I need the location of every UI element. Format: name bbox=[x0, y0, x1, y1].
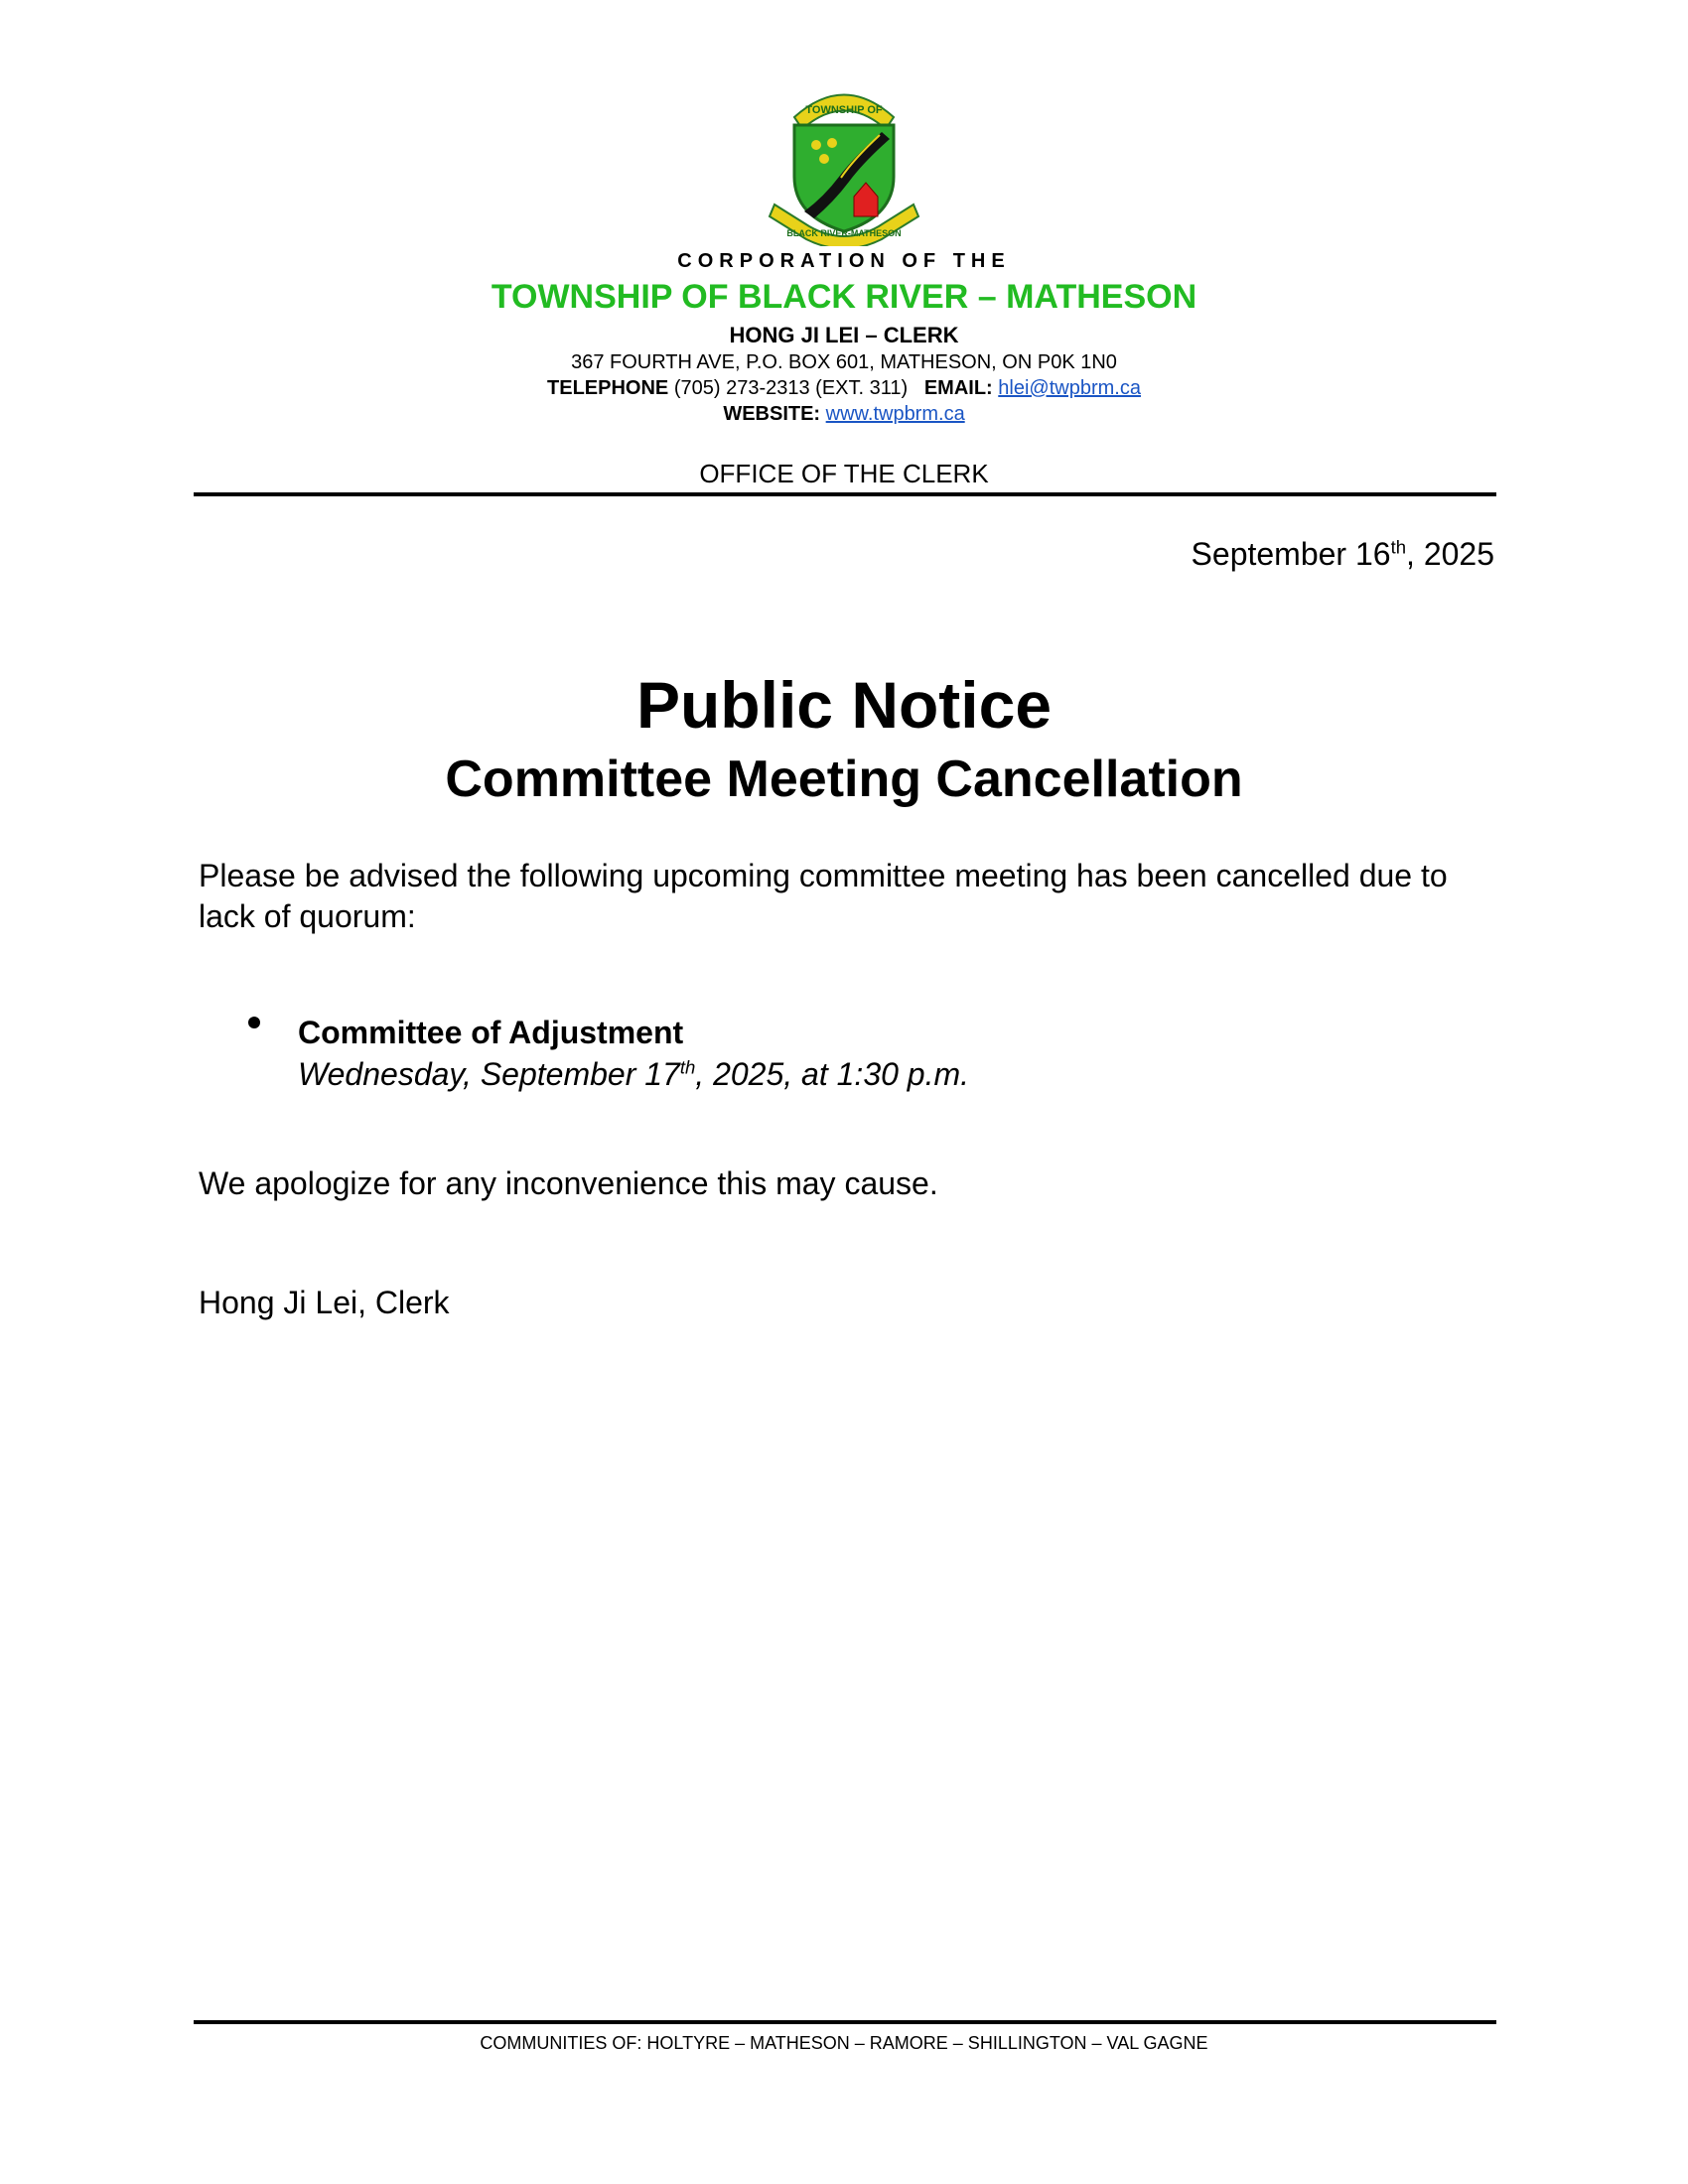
meeting-datetime bbox=[298, 1056, 969, 1093]
meeting-date-rest: , 2025, at 1:30 p.m. bbox=[695, 1056, 970, 1092]
website-line bbox=[0, 403, 1688, 426]
mailing-address: 367 FOURTH AVE, P.O. BOX 601, MATHESON, ON P0K 1N0 bbox=[571, 351, 1117, 373]
date-month-day: September 16 bbox=[1191, 536, 1391, 572]
header-divider bbox=[194, 492, 1496, 496]
apology-paragraph: We apologize for any inconvenience this may cause. bbox=[199, 1165, 938, 1201]
footer-communities: COMMUNITIES OF: HOLTYRE – MATHESON – RAMORE – SHILLINGTON – VAL GAGNE bbox=[480, 2033, 1208, 2053]
meeting-date-prefix: Wednesday, September 17 bbox=[298, 1056, 680, 1092]
intro-paragraph: Please be advised the following upcoming committee meeting has been cancelled due to lack of quorum: bbox=[199, 858, 1448, 934]
email-link[interactable]: hlei@twpbrm.ca bbox=[998, 377, 1141, 399]
website-link[interactable]: www.twpbrm.ca bbox=[825, 403, 965, 425]
notice-subtitle: Committee Meeting Cancellation bbox=[445, 751, 1243, 808]
meeting-name: Committee of Adjustment bbox=[298, 1015, 684, 1050]
township-crest-logo bbox=[755, 77, 933, 246]
footer-divider bbox=[194, 2020, 1496, 2024]
notice-title: Public Notice bbox=[635, 668, 1053, 742]
meeting-date-suffix: th bbox=[679, 1056, 696, 1078]
email-label: EMAIL: bbox=[923, 377, 993, 399]
bullet-icon bbox=[248, 1017, 260, 1028]
telephone-number: (705) 273-2313 (EXT. 311) bbox=[673, 377, 909, 399]
svg-text:TOWNSHIP OF: TOWNSHIP OF bbox=[805, 104, 883, 116]
website-label: WEBSITE: bbox=[723, 403, 821, 425]
signature: Hong Ji Lei, Clerk bbox=[199, 1285, 450, 1320]
contact-line bbox=[0, 377, 1688, 400]
date-year: , 2025 bbox=[1406, 536, 1494, 572]
notice-date bbox=[1192, 536, 1494, 573]
office-heading: OFFICE OF THE CLERK bbox=[699, 459, 989, 488]
township-name: TOWNSHIP OF BLACK RIVER – MATHESON bbox=[491, 278, 1197, 316]
clerk-name: HONG JI LEI – CLERK bbox=[729, 323, 959, 347]
date-suffix: th bbox=[1390, 536, 1407, 558]
svg-text:BLACK RIVER-MATHESON: BLACK RIVER-MATHESON bbox=[786, 228, 902, 238]
corporation-heading: CORPORATION OF THE bbox=[677, 250, 1011, 272]
telephone-label: TELEPHONE bbox=[547, 377, 669, 399]
